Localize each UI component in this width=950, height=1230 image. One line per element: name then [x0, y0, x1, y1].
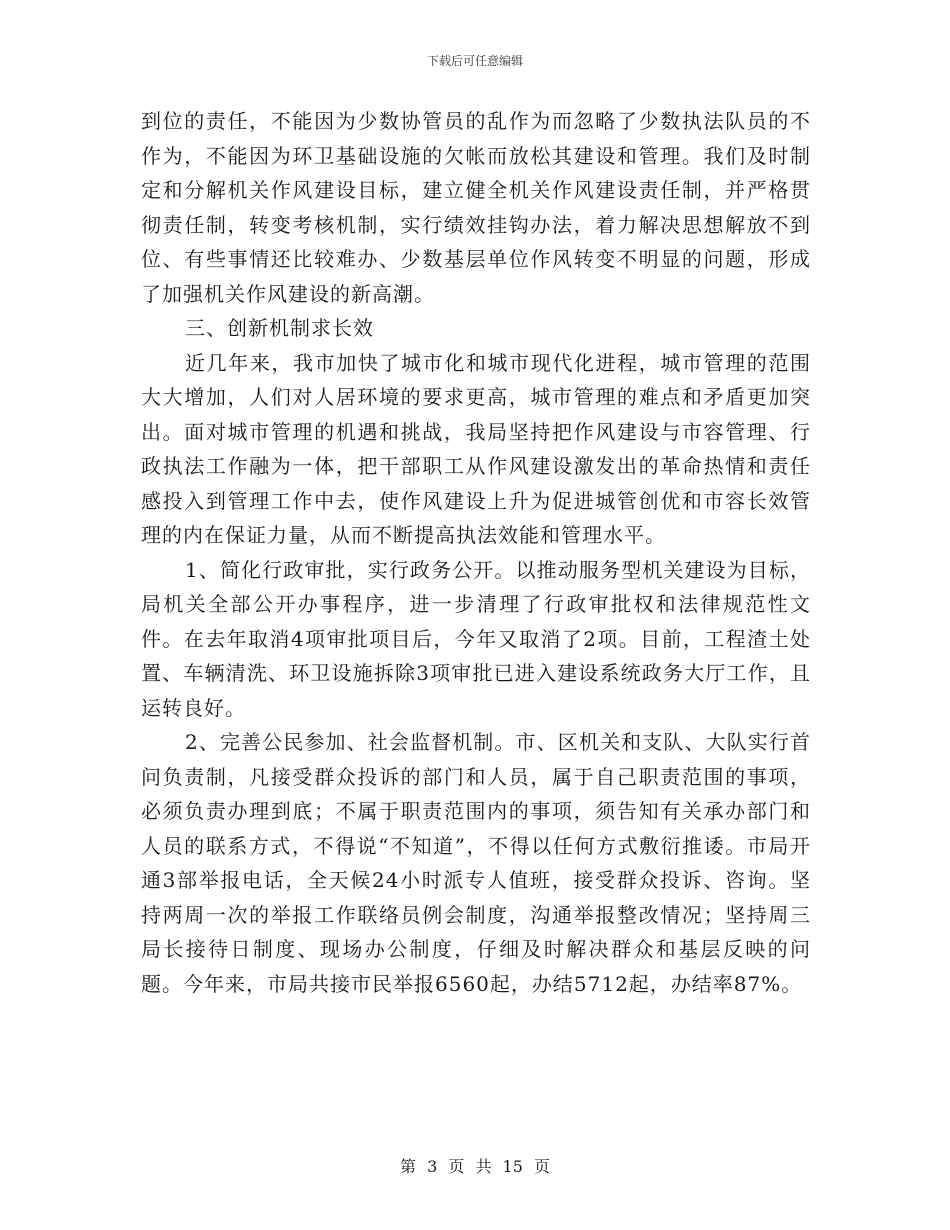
paragraph-intro: 近几年来，我市加快了城市化和城市现代化进程，城市管理的范围大大增加，人们对人居环境的要求更高，城市管理的难点和矛盾更加突出。面对城市管理的机遇和挑战，我局坚持把作风建设与市容管理、行政执法工作融为一体，把干部职工从作风建设激发出的革命热情和责任感投入到管理工作中去，使作风建设上升为促进城管创优和市容长效管理的内在保证力量，从而不断提高执法效能和管理水平。	[141, 350, 811, 547]
paragraph-item-1: 1、简化行政审批，实行政务公开。以推动服务型机关建设为目标，局机关全部公开办事程序，进一步清理了行政审批权和法律规范性文件。在去年取消4项审批项目后，今年又取消了2项。目前，工程渣土处置、车辆清洗、环卫设施拆除3项审批已进入建设系统政务大厅工作，且运转良好。	[141, 557, 811, 720]
page-number: 第 3 页 共 15 页	[400, 1157, 550, 1176]
paragraph-continued: 到位的责任，不能因为少数协管员的乱作为而忽略了少数执法队员的不作为，不能因为环卫基础设施的欠帐而放松其建设和管理。我们及时制定和分解机关作风建设目标，建立健全机关作风建设责任制，并严格贯彻责任制，转变考核机制，实行绩效挂钩办法，着力解决思想解放不到位、有些事情还比较难办、少数基层单位作风转变不明显的问题，形成了加强机关作风建设的新高潮。	[141, 109, 811, 306]
paragraph-item-2: 2、完善公民参加、社会监督机制。市、区机关和支队、大队实行首问负责制，凡接受群众投诉的部门和人员，属于自己职责范围的事项，必须负责办理到底；不属于职责范围内的事项，须告知有关承办部门和人员的联系方式，不得说“不知道”，不得以任何方式敷衍推诿。市局开通3部举报电话，全天候24小时派专人值班，接受群众投诉、咨询。坚持两周一次的举报工作联络员例会制度，沟通举报整改情况；坚持周三局长接待日制度、现场办公制度，仔细及时解决群众和基层反映的问题。今年来，市局共接市民举报6560起，办结5712起，办结率87%。	[141, 730, 811, 996]
section-heading-3: 三、创新机制求长效	[185, 316, 374, 340]
header-note: 下载后可任意编辑	[426, 54, 523, 68]
document-body	[141, 104, 811, 1001]
